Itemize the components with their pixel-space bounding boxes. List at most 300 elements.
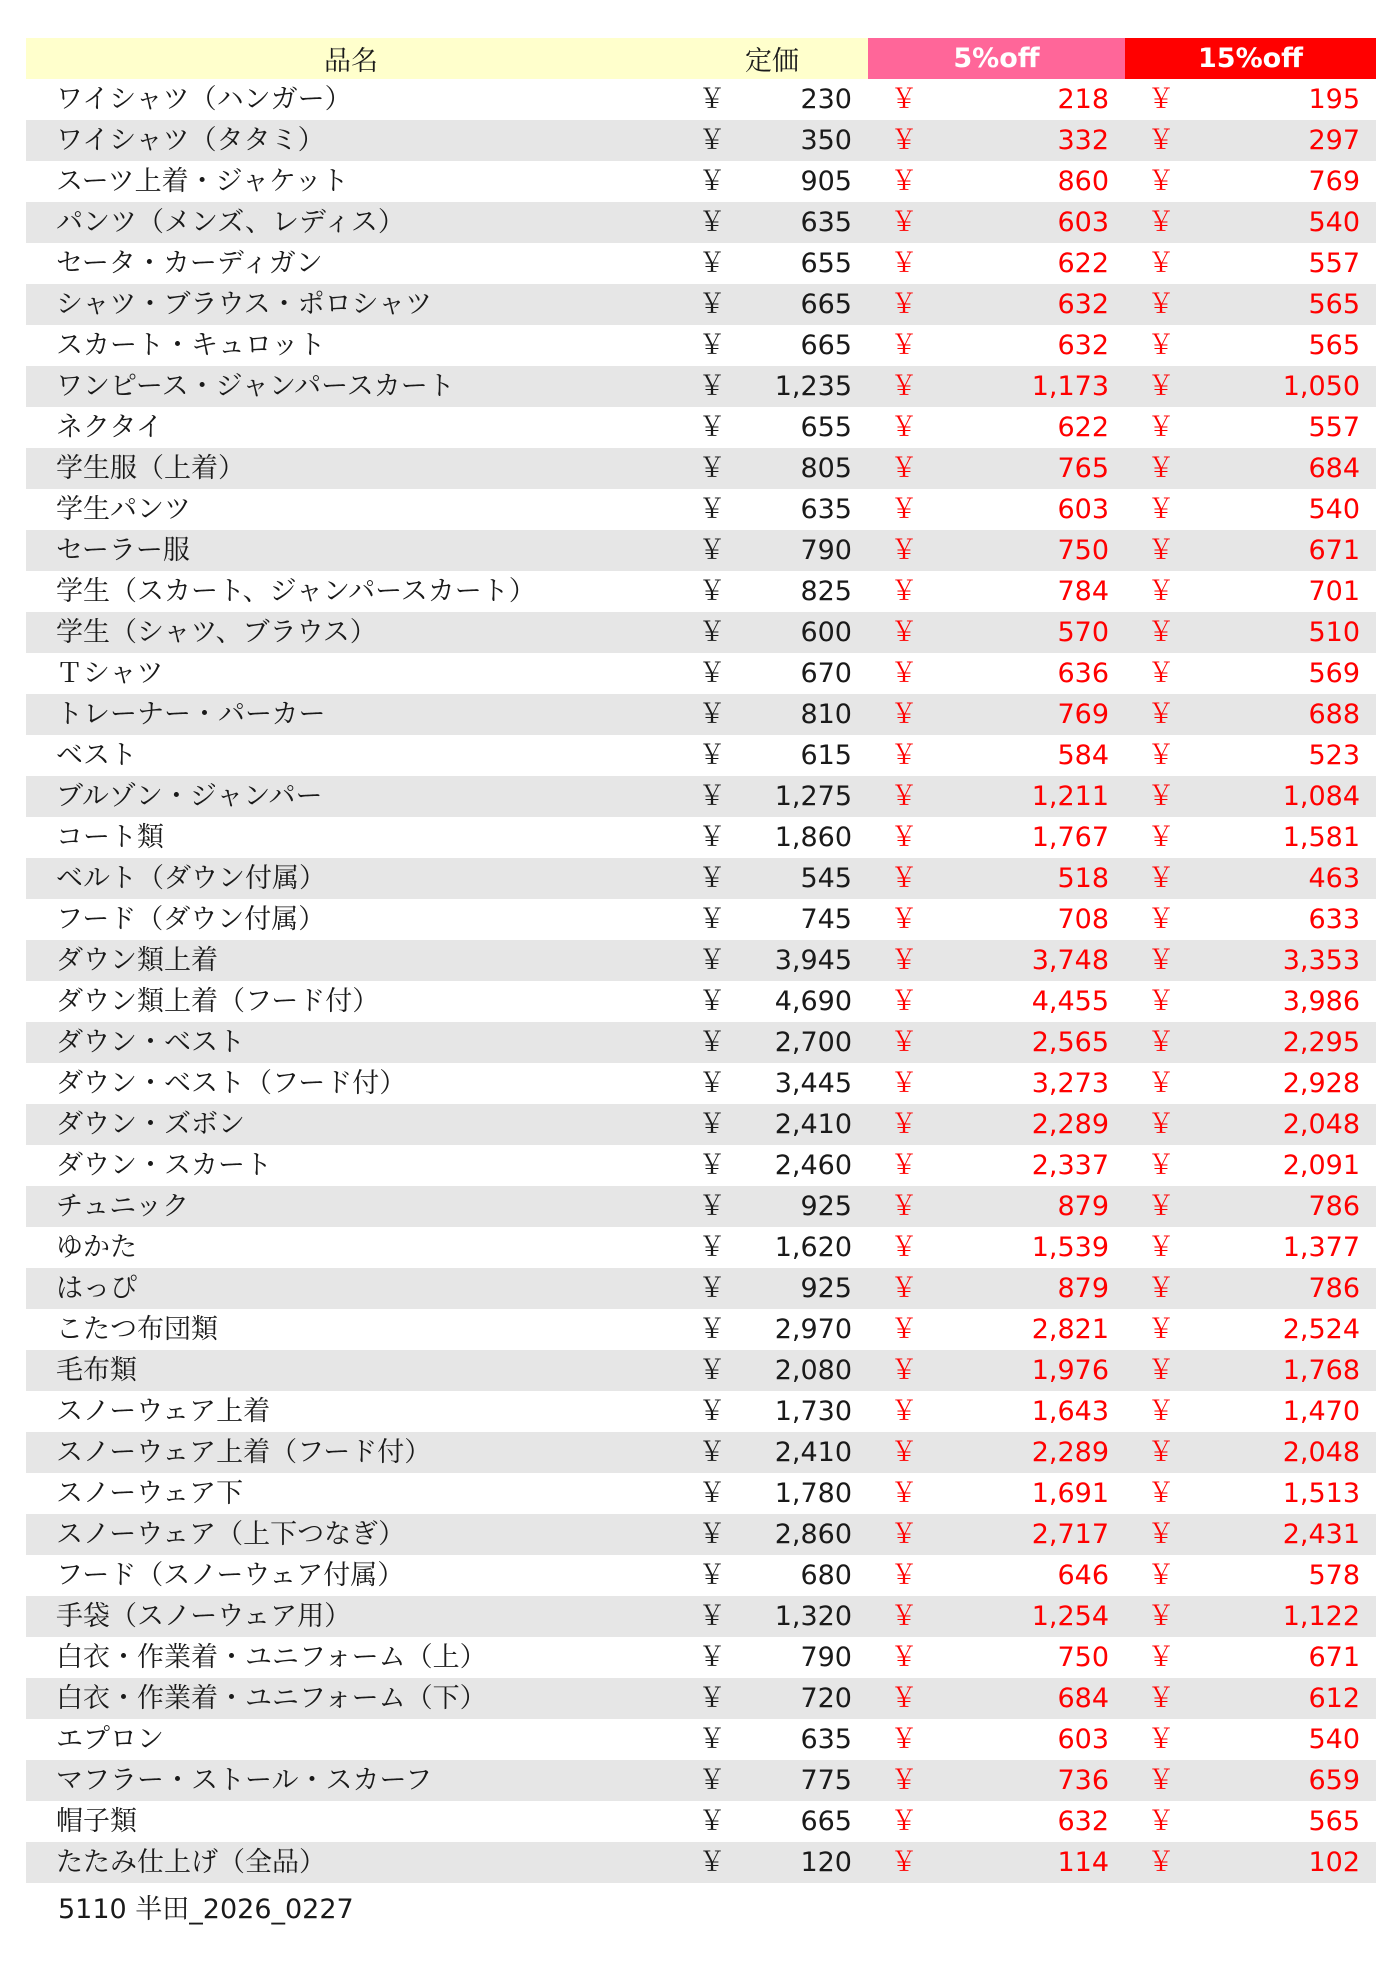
off5-price-cell: 860 <box>1057 166 1110 197</box>
header-15-percent-off: 15%off <box>1125 38 1376 79</box>
list-price-currency-cell: ￥ <box>698 1724 726 1755</box>
off5-price-currency-cell: ￥ <box>890 84 918 115</box>
off15-price-currency-cell: ￥ <box>1125 612 1183 653</box>
item-name-cell: ベルト（ダウン付属） <box>26 858 676 899</box>
list-price-currency-cell: ￥ <box>698 1068 726 1099</box>
off15-price-cell: 523 <box>1308 740 1361 771</box>
list-price-cell: 680 <box>800 1560 852 1591</box>
list-price-cell: 545 <box>734 858 868 899</box>
table-row <box>26 1350 1376 1391</box>
price-table <box>26 38 1376 1883</box>
item-name-cell: ワンピース・ジャンパースカート <box>26 366 676 407</box>
list-price-cell: 2,080 <box>734 1350 868 1391</box>
off15-price-cell: 2,048 <box>1183 1104 1376 1145</box>
item-name-cell: 白衣・作業着・ユニフォーム（上） <box>56 1642 487 1673</box>
off5-price-cell: 750 <box>1057 1642 1110 1673</box>
table-row <box>26 202 1376 243</box>
off15-price-cell: 1,581 <box>1282 822 1361 853</box>
item-name-cell: ゆかた <box>56 1232 137 1263</box>
list-price-currency-cell: ￥ <box>698 1150 726 1181</box>
table-row <box>26 899 1376 940</box>
footer-store-code: 5110 半田_2026_0227 <box>58 1894 354 1925</box>
off15-price-cell: 540 <box>1308 494 1361 525</box>
table-row <box>26 1432 1376 1473</box>
off5-price-cell: 2,289 <box>926 1432 1125 1473</box>
off5-price-currency-cell: ￥ <box>890 330 918 361</box>
list-price-currency-cell: ￥ <box>698 904 726 935</box>
off15-price-cell: 1,768 <box>1183 1350 1376 1391</box>
item-name-cell: シャツ・ブラウス・ポロシャツ <box>26 284 676 325</box>
table-row <box>26 407 1376 448</box>
table-row <box>26 243 1376 284</box>
off15-price-currency-cell: ￥ <box>1147 904 1175 935</box>
off15-price-cell: 786 <box>1183 1186 1376 1227</box>
item-name-cell: スーツ上着・ジャケット <box>56 166 349 197</box>
off15-price-currency-cell: ￥ <box>1147 1150 1175 1181</box>
off15-price-currency-cell: ￥ <box>1147 84 1175 115</box>
list-price-currency-cell: ￥ <box>676 120 734 161</box>
off5-price-currency-cell: ￥ <box>890 740 918 771</box>
off15-price-cell: 195 <box>1308 84 1361 115</box>
off15-price-currency-cell: ￥ <box>1147 1314 1175 1345</box>
list-price-cell: 790 <box>800 1642 852 1673</box>
off5-price-cell: 518 <box>926 858 1125 899</box>
off5-price-currency-cell: ￥ <box>890 248 918 279</box>
list-price-currency-cell: ￥ <box>698 330 726 361</box>
off5-price-currency-cell: ￥ <box>868 1104 926 1145</box>
list-price-currency-cell: ￥ <box>676 612 734 653</box>
list-price-cell: 745 <box>800 904 852 935</box>
off5-price-cell: 879 <box>926 1186 1125 1227</box>
off15-price-currency-cell: ￥ <box>1147 986 1175 1017</box>
item-name-cell: 毛布類 <box>26 1350 676 1391</box>
table-row <box>26 325 1376 366</box>
item-name-cell: 学生（シャツ、ブラウス） <box>26 612 676 653</box>
list-price-cell: 805 <box>734 448 868 489</box>
off15-price-cell: 569 <box>1308 658 1361 689</box>
off15-price-cell: 557 <box>1308 412 1361 443</box>
off5-price-currency-cell: ￥ <box>868 694 926 735</box>
off15-price-currency-cell: ￥ <box>1125 1678 1183 1719</box>
off15-price-currency-cell: ￥ <box>1125 1350 1183 1391</box>
list-price-cell: 925 <box>734 1186 868 1227</box>
list-price-cell: 1,730 <box>774 1396 852 1427</box>
off15-price-currency-cell: ￥ <box>1125 1842 1183 1883</box>
table-row <box>26 612 1376 653</box>
off5-price-cell: 4,455 <box>1031 986 1110 1017</box>
off15-price-currency-cell: ￥ <box>1147 1478 1175 1509</box>
item-name-cell: ブルゾン・ジャンパー <box>26 776 676 817</box>
off15-price-cell: 612 <box>1183 1678 1376 1719</box>
off5-price-currency-cell: ￥ <box>890 658 918 689</box>
off5-price-cell: 1,211 <box>926 776 1125 817</box>
table-row <box>26 120 1376 161</box>
item-name-cell: ダウン・ベスト <box>26 1022 676 1063</box>
table-row <box>26 1514 1376 1555</box>
off15-price-cell: 1,513 <box>1282 1478 1361 1509</box>
item-name-cell: ワイシャツ（タタミ） <box>26 120 676 161</box>
table-row <box>26 1473 1376 1514</box>
list-price-cell: 825 <box>800 576 852 607</box>
list-price-currency-cell: ￥ <box>698 84 726 115</box>
off15-price-currency-cell: ￥ <box>1125 1596 1183 1637</box>
off15-price-currency-cell: ￥ <box>1147 494 1175 525</box>
off5-price-currency-cell: ￥ <box>868 448 926 489</box>
off5-price-cell: 603 <box>1057 494 1110 525</box>
table-header <box>26 38 1376 79</box>
list-price-cell: 1,275 <box>734 776 868 817</box>
item-name-cell: 学生服（上着） <box>26 448 676 489</box>
off15-price-cell: 684 <box>1183 448 1376 489</box>
table-row <box>26 489 1376 530</box>
off15-price-cell: 3,353 <box>1183 940 1376 981</box>
item-name-cell: チュニック <box>26 1186 676 1227</box>
off15-price-currency-cell: ￥ <box>1147 576 1175 607</box>
off15-price-currency-cell: ￥ <box>1125 940 1183 981</box>
off5-price-currency-cell: ￥ <box>868 1268 926 1309</box>
item-name-cell: ベスト <box>56 740 137 771</box>
list-price-cell: 665 <box>800 330 852 361</box>
table-row <box>26 1145 1376 1186</box>
table-row <box>26 858 1376 899</box>
off15-price-cell: 2,048 <box>1183 1432 1376 1473</box>
off15-price-currency-cell: ￥ <box>1125 1186 1183 1227</box>
off15-price-cell: 540 <box>1308 1724 1361 1755</box>
table-row <box>26 1596 1376 1637</box>
item-name-cell: マフラー・ストール・スカーフ <box>26 1760 676 1801</box>
off15-price-cell: 1,084 <box>1183 776 1376 817</box>
off5-price-currency-cell: ￥ <box>868 1022 926 1063</box>
header-5-percent-off: 5%off <box>868 38 1125 79</box>
off15-price-cell: 2,524 <box>1282 1314 1361 1345</box>
item-name-cell: Ｔシャツ <box>56 658 164 689</box>
off5-price-currency-cell: ￥ <box>890 986 918 1017</box>
off15-price-cell: 1,377 <box>1282 1232 1361 1263</box>
table-row <box>26 776 1376 817</box>
item-name-cell: ダウン類上着 <box>26 940 676 981</box>
item-name-cell: スノーウェア上着 <box>56 1396 271 1427</box>
list-price-currency-cell: ￥ <box>676 776 734 817</box>
list-price-cell: 810 <box>734 694 868 735</box>
off15-price-currency-cell: ￥ <box>1125 120 1183 161</box>
item-name-cell: スノーウェア下 <box>56 1478 244 1509</box>
off15-price-currency-cell: ￥ <box>1147 1560 1175 1591</box>
list-price-cell: 120 <box>734 1842 868 1883</box>
off15-price-cell: 671 <box>1183 530 1376 571</box>
item-name-cell: フード（ダウン付属） <box>56 904 326 935</box>
table-row <box>26 1719 1376 1760</box>
off15-price-currency-cell: ￥ <box>1125 1268 1183 1309</box>
list-price-cell: 2,860 <box>734 1514 868 1555</box>
item-name-cell: スノーウェア（上下つなぎ） <box>26 1514 676 1555</box>
list-price-currency-cell: ￥ <box>698 576 726 607</box>
list-price-currency-cell: ￥ <box>676 1432 734 1473</box>
off5-price-currency-cell: ￥ <box>890 1068 918 1099</box>
off15-price-cell: 701 <box>1308 576 1361 607</box>
item-name-cell: ワイシャツ（ハンガー） <box>56 84 352 115</box>
table-row <box>26 1555 1376 1596</box>
off5-price-currency-cell: ￥ <box>890 1396 918 1427</box>
item-name-cell: はっぴ <box>26 1268 676 1309</box>
list-price-cell: 720 <box>734 1678 868 1719</box>
off15-price-cell: 2,431 <box>1183 1514 1376 1555</box>
off5-price-cell: 1,643 <box>1031 1396 1110 1427</box>
off15-price-currency-cell: ￥ <box>1147 1806 1175 1837</box>
off15-price-cell: 510 <box>1183 612 1376 653</box>
off5-price-cell: 769 <box>926 694 1125 735</box>
off5-price-cell: 2,821 <box>1031 1314 1110 1345</box>
off5-price-cell: 622 <box>1057 248 1110 279</box>
list-price-currency-cell: ￥ <box>698 1232 726 1263</box>
off5-price-cell: 1,539 <box>1031 1232 1110 1263</box>
list-price-currency-cell: ￥ <box>676 1350 734 1391</box>
list-price-currency-cell: ￥ <box>676 1514 734 1555</box>
list-price-cell: 1,235 <box>734 366 868 407</box>
off5-price-cell: 1,767 <box>1031 822 1110 853</box>
table-row <box>26 1063 1376 1104</box>
list-price-currency-cell: ￥ <box>676 858 734 899</box>
list-price-currency-cell: ￥ <box>676 448 734 489</box>
item-name-cell: トレーナー・パーカー <box>26 694 676 735</box>
item-name-cell: コート類 <box>56 822 164 853</box>
off15-price-currency-cell: ￥ <box>1125 694 1183 735</box>
off5-price-currency-cell: ￥ <box>868 120 926 161</box>
off5-price-cell: 736 <box>926 1760 1125 1801</box>
off5-price-cell: 646 <box>1057 1560 1110 1591</box>
list-price-cell: 790 <box>734 530 868 571</box>
off15-price-cell: 2,091 <box>1282 1150 1361 1181</box>
off5-price-cell: 1,691 <box>1031 1478 1110 1509</box>
off5-price-cell: 584 <box>1057 740 1110 771</box>
table-row <box>26 694 1376 735</box>
table-body <box>26 79 1376 1883</box>
off15-price-currency-cell: ￥ <box>1147 1724 1175 1755</box>
off15-price-cell: 633 <box>1308 904 1361 935</box>
off5-price-currency-cell: ￥ <box>868 1678 926 1719</box>
table-row <box>26 1678 1376 1719</box>
price-list-sheet <box>26 38 1376 1883</box>
table-row <box>26 161 1376 202</box>
list-price-currency-cell: ￥ <box>698 166 726 197</box>
off15-price-currency-cell: ￥ <box>1147 740 1175 771</box>
off15-price-currency-cell: ￥ <box>1147 166 1175 197</box>
off15-price-cell: 565 <box>1308 330 1361 361</box>
off15-price-currency-cell: ￥ <box>1125 284 1183 325</box>
off5-price-cell: 632 <box>1057 330 1110 361</box>
item-name-cell: セーラー服 <box>26 530 676 571</box>
off5-price-currency-cell: ￥ <box>890 1806 918 1837</box>
off15-price-cell: 1,050 <box>1183 366 1376 407</box>
table-row <box>26 1104 1376 1145</box>
off15-price-currency-cell: ￥ <box>1147 330 1175 361</box>
off15-price-cell: 540 <box>1183 202 1376 243</box>
list-price-currency-cell: ￥ <box>676 1678 734 1719</box>
off5-price-cell: 632 <box>926 284 1125 325</box>
off5-price-cell: 2,565 <box>926 1022 1125 1063</box>
off5-price-currency-cell: ￥ <box>890 1724 918 1755</box>
table-row <box>26 940 1376 981</box>
off5-price-currency-cell: ￥ <box>890 1478 918 1509</box>
off15-price-currency-cell: ￥ <box>1125 1104 1183 1145</box>
list-price-cell: 925 <box>734 1268 868 1309</box>
list-price-cell: 665 <box>800 1806 852 1837</box>
list-price-currency-cell: ￥ <box>676 1268 734 1309</box>
list-price-cell: 635 <box>800 494 852 525</box>
list-price-currency-cell: ￥ <box>676 1104 734 1145</box>
list-price-currency-cell: ￥ <box>676 366 734 407</box>
item-name-cell: 白衣・作業着・ユニフォーム（下） <box>26 1678 676 1719</box>
off15-price-currency-cell: ￥ <box>1147 822 1175 853</box>
list-price-currency-cell: ￥ <box>698 494 726 525</box>
off5-price-cell: 3,273 <box>1031 1068 1110 1099</box>
off5-price-cell: 765 <box>926 448 1125 489</box>
off5-price-cell: 603 <box>1057 1724 1110 1755</box>
off15-price-currency-cell: ￥ <box>1125 366 1183 407</box>
off5-price-cell: 603 <box>926 202 1125 243</box>
off5-price-currency-cell: ￥ <box>890 412 918 443</box>
list-price-cell: 4,690 <box>774 986 852 1017</box>
off15-price-cell: 102 <box>1183 1842 1376 1883</box>
table-row <box>26 448 1376 489</box>
table-row <box>26 653 1376 694</box>
off5-price-currency-cell: ￥ <box>890 1150 918 1181</box>
off15-price-currency-cell: ￥ <box>1125 1760 1183 1801</box>
off5-price-cell: 879 <box>926 1268 1125 1309</box>
list-price-currency-cell: ￥ <box>676 530 734 571</box>
list-price-cell: 905 <box>800 166 852 197</box>
off15-price-currency-cell: ￥ <box>1147 1642 1175 1673</box>
off15-price-currency-cell: ￥ <box>1125 1022 1183 1063</box>
item-name-cell: ダウン類上着（フード付） <box>56 986 380 1017</box>
list-price-cell: 3,445 <box>774 1068 852 1099</box>
off15-price-currency-cell: ￥ <box>1125 776 1183 817</box>
list-price-currency-cell: ￥ <box>676 1842 734 1883</box>
list-price-currency-cell: ￥ <box>698 412 726 443</box>
off5-price-currency-cell: ￥ <box>868 858 926 899</box>
off5-price-currency-cell: ￥ <box>868 1514 926 1555</box>
list-price-cell: 2,700 <box>734 1022 868 1063</box>
list-price-cell: 635 <box>800 1724 852 1755</box>
item-name-cell: パンツ（メンズ、レディス） <box>26 202 676 243</box>
list-price-cell: 3,945 <box>734 940 868 981</box>
list-price-currency-cell: ￥ <box>676 694 734 735</box>
off5-price-currency-cell: ￥ <box>868 776 926 817</box>
off5-price-currency-cell: ￥ <box>868 1186 926 1227</box>
off5-price-cell: 684 <box>926 1678 1125 1719</box>
off5-price-cell: 1,173 <box>926 366 1125 407</box>
off15-price-cell: 565 <box>1308 1806 1361 1837</box>
list-price-currency-cell: ￥ <box>698 1314 726 1345</box>
item-name-cell: 学生パンツ <box>56 494 191 525</box>
list-price-cell: 350 <box>734 120 868 161</box>
table-row <box>26 530 1376 571</box>
off5-price-cell: 218 <box>1057 84 1110 115</box>
off5-price-currency-cell: ￥ <box>868 1596 926 1637</box>
off15-price-cell: 688 <box>1183 694 1376 735</box>
off5-price-cell: 332 <box>926 120 1125 161</box>
off15-price-cell: 557 <box>1308 248 1361 279</box>
header-list-price: 定価 <box>676 38 868 79</box>
item-name-cell: こたつ布団類 <box>56 1314 218 1345</box>
list-price-currency-cell: ￥ <box>676 1186 734 1227</box>
off5-price-cell: 632 <box>1057 1806 1110 1837</box>
off5-price-cell: 3,748 <box>926 940 1125 981</box>
list-price-cell: 655 <box>800 248 852 279</box>
table-row <box>26 1801 1376 1842</box>
off15-price-currency-cell: ￥ <box>1147 1068 1175 1099</box>
off15-price-currency-cell: ￥ <box>1125 448 1183 489</box>
item-name-cell: ダウン・スカート <box>56 1150 272 1181</box>
table-row <box>26 1227 1376 1268</box>
off5-price-currency-cell: ￥ <box>890 166 918 197</box>
table-row <box>26 981 1376 1022</box>
table-row <box>26 366 1376 407</box>
list-price-currency-cell: ￥ <box>698 1478 726 1509</box>
header-row <box>26 38 1376 79</box>
off15-price-cell: 1,470 <box>1282 1396 1361 1427</box>
off15-price-currency-cell: ￥ <box>1125 1432 1183 1473</box>
list-price-cell: 600 <box>734 612 868 653</box>
off15-price-cell: 297 <box>1183 120 1376 161</box>
off5-price-currency-cell: ￥ <box>868 1350 926 1391</box>
list-price-currency-cell: ￥ <box>676 1596 734 1637</box>
list-price-currency-cell: ￥ <box>698 986 726 1017</box>
list-price-cell: 2,460 <box>774 1150 852 1181</box>
list-price-cell: 1,860 <box>774 822 852 853</box>
list-price-currency-cell: ￥ <box>698 1396 726 1427</box>
off15-price-cell: 659 <box>1183 1760 1376 1801</box>
off5-price-cell: 2,337 <box>1031 1150 1110 1181</box>
off5-price-currency-cell: ￥ <box>890 576 918 607</box>
off5-price-cell: 114 <box>926 1842 1125 1883</box>
list-price-currency-cell: ￥ <box>698 740 726 771</box>
table-row <box>26 1842 1376 1883</box>
off15-price-currency-cell: ￥ <box>1147 658 1175 689</box>
off15-price-currency-cell: ￥ <box>1147 1396 1175 1427</box>
off5-price-currency-cell: ￥ <box>868 366 926 407</box>
off5-price-currency-cell: ￥ <box>868 284 926 325</box>
off15-price-currency-cell: ￥ <box>1125 858 1183 899</box>
off5-price-currency-cell: ￥ <box>890 1314 918 1345</box>
list-price-cell: 615 <box>800 740 852 771</box>
off5-price-currency-cell: ￥ <box>868 940 926 981</box>
item-name-cell: セータ・カーディガン <box>56 248 323 279</box>
list-price-currency-cell: ￥ <box>676 284 734 325</box>
item-name-cell: ダウン・ズボン <box>26 1104 676 1145</box>
list-price-currency-cell: ￥ <box>698 1806 726 1837</box>
off5-price-cell: 2,717 <box>926 1514 1125 1555</box>
off15-price-cell: 2,295 <box>1183 1022 1376 1063</box>
off5-price-currency-cell: ￥ <box>868 1760 926 1801</box>
off5-price-currency-cell: ￥ <box>868 530 926 571</box>
off5-price-cell: 570 <box>926 612 1125 653</box>
off5-price-cell: 1,254 <box>926 1596 1125 1637</box>
list-price-currency-cell: ￥ <box>676 940 734 981</box>
off5-price-cell: 636 <box>1057 658 1110 689</box>
table-row <box>26 1186 1376 1227</box>
off5-price-cell: 750 <box>926 530 1125 571</box>
header-item-name: 品名 <box>26 38 676 79</box>
off5-price-cell: 784 <box>1057 576 1110 607</box>
off15-price-cell: 565 <box>1183 284 1376 325</box>
list-price-cell: 1,320 <box>734 1596 868 1637</box>
list-price-currency-cell: ￥ <box>698 822 726 853</box>
off5-price-cell: 2,289 <box>926 1104 1125 1145</box>
list-price-cell: 1,780 <box>774 1478 852 1509</box>
item-name-cell: エプロン <box>56 1724 164 1755</box>
item-name-cell: 学生（スカート、ジャンパースカート） <box>56 576 536 607</box>
off5-price-currency-cell: ￥ <box>890 1560 918 1591</box>
